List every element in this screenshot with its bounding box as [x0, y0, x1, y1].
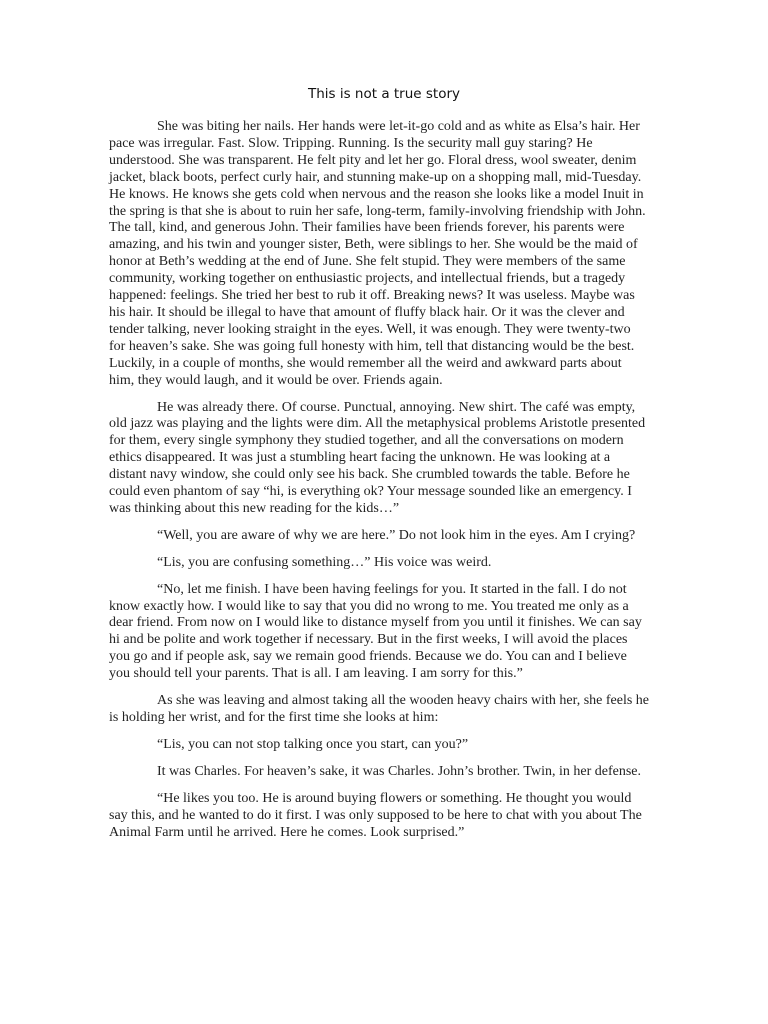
paragraph: “Lis, you can not stop talking once you start, can you?”: [157, 736, 469, 752]
paragraph: It was Charles. For heaven’s sake, it was Charles. John’s brother. Twin, in her defense.: [157, 763, 641, 779]
document-body: [109, 119, 669, 851]
paragraph: As she was leaving and almost taking all the wooden heavy chairs with her, she feels he is holding her wrist, and for the first time she looks at him:: [109, 693, 650, 725]
paragraph: “No, let me finish. I have been having feelings for you. It started in the fall. I do not know exactly how. I would like to say that you did no wrong to me. You treated me only as a dear friend. From now on I would like to distance myself from you until it finishes. We can say hi and be polite and work together if necessary. But in the first weeks, I will avoid the places you go and if people ask, say we remain good friends. Because we do. You can and I believe you should tell your parents. That is all. I am leaving. I am sorry for this.”: [109, 581, 642, 682]
paragraph: “Lis, you are confusing something…” His voice was weird.: [157, 554, 492, 570]
paragraph: She was biting her nails. Her hands were let-it-go cold and as white as Elsa’s hair. Her pace was irregular. Fast. Slow. Tripping. Running. Is the security mall guy staring? He understood. She was transparent. He felt pity and let her go. Floral dress, wool sweater, denim jacket, black boots, perfect curly hair, and stunning make-up on a shopping mall, mid-Tuesday. He knows. He knows she gets cold when nervous and the reason she looks like a model Inuit in the spring is that she is about to ruin her safe, long-term, family-involving friendship with John. The tall, kind, and generous John. Their families have been friends forever, his parents were amazing, and his twin and younger sister, Beth, were siblings to her. She would be the maid of honor at Beth’s wedding at the end of June. She felt stupid. They were members of the same community, working together on enthusiastic projects, and intellectual friends, but a tragedy happened: feelings. She tried her best to rub it off. Breaking news? It was useless. Maybe was his hair. It should be illegal to have that amount of fluffy black hair. Or it was the clever and tender talking, never looking straight in the eyes. Well, it was enough. They were twenty-two for heaven’s sake. She was going full honesty with him, tell that distancing would be the best. Luckily, in a couple of months, she would remember all the weird and awkward parts about him, they would laugh, and it would be over. Friends again.: [109, 119, 646, 388]
paragraph: He was already there. Of course. Punctual, annoying. New shirt. The café was empty, old jazz was playing and the lights were dim. All the metaphysical problems Aristotle presented for them, every single symphony they studied together, and all the conversations on modern ethics disappeared. It was just a stumbling heart facing the unknown. He was looking at a distant navy window, she could only see his back. She crumbled towards the table. Before he could even phantom of say “hi, is everything ok? Your message sounded like an emergency. I was thinking about this new reading for the kids…”: [109, 399, 646, 516]
document-title: This is not a true story: [307, 86, 461, 102]
paragraph: “Well, you are aware of why we are here.” Do not look him in the eyes. Am I crying?: [157, 527, 636, 543]
paragraph: “He likes you too. He is around buying flowers or something. He thought you would say this, and he wanted to do it first. I was only supposed to be here to chat with you about The Animal Farm until he arrived. Here he comes. Look surprised.”: [109, 790, 642, 840]
